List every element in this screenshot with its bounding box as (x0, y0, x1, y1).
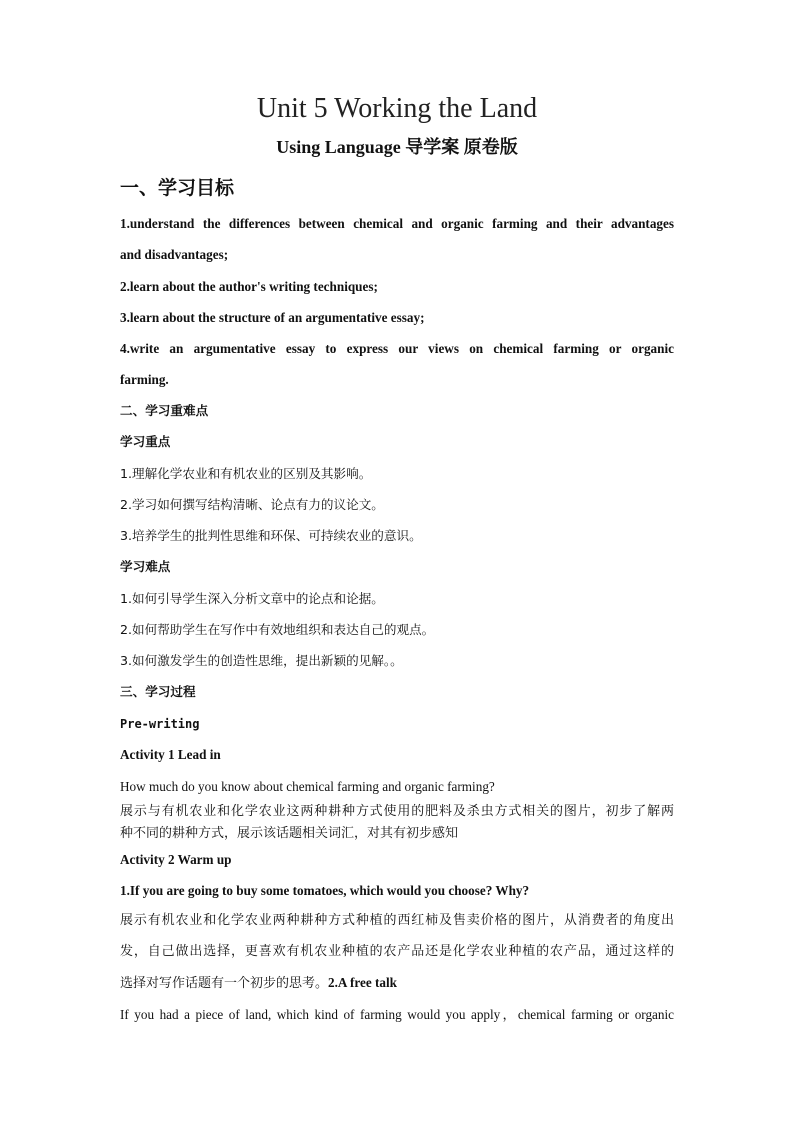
key-point-1: 1.理解化学农业和有机农业的区别及其影响。 (120, 466, 372, 481)
activity1-desc-line-1: 展示与有机农业和化学农业这两种耕种方式使用的肥料及杀虫方式相关的图片，初步了解两 (120, 804, 674, 819)
difficult-point-3: 3.如何激发学生的创造性思维，提出新颖的见解。。 (120, 653, 403, 668)
difficult-point-1: 1.如何引导学生深入分析文章中的论点和论据。 (120, 591, 384, 606)
key-points-heading: 学习重点 (120, 434, 171, 449)
activity2-heading: Activity 2 Warm up (120, 852, 232, 867)
stage-label: Pre-writing (120, 717, 200, 731)
objective-line-2: and disadvantages; (120, 247, 229, 262)
key-point-3: 3.培养学生的批判性思维和环保、可持续农业的意识。 (120, 528, 422, 543)
activity2-desc-line-3: 选择对写作话题有一个初步的思考。 (120, 976, 329, 991)
activity2-desc-line-1: 展示有机农业和化学农业两种耕种方式种植的西红柿及售卖价格的图片，从消费者的角度出 (120, 913, 674, 928)
difficult-point-2: 2.如何帮助学生在写作中有效地组织和表达自己的观点。 (120, 622, 435, 637)
section1-heading: 一、学习目标 (120, 177, 235, 199)
page-subtitle: Using Language 导学案 原卷版 (276, 137, 518, 157)
section2-heading: 二、学习重难点 (120, 403, 209, 418)
activity1-desc-line-2: 种不同的耕种方式，展示该话题相关词汇，对其有初步感知 (120, 826, 459, 841)
activity2-desc-line-2: 发，自己做出选择，更喜欢有机农业种植的农产品还是化学农业种植的农产品，通过这样的 (120, 944, 674, 959)
objective-line-1: 1.understand the differences between chemical and organic farming and their advantages (120, 216, 674, 231)
objective-line-3: 2.learn about the author's writing techniques; (120, 279, 378, 294)
section3-heading: 三、学习过程 (120, 684, 196, 699)
page-title: Unit 5 Working the Land (256, 93, 538, 124)
activity1-heading: Activity 1 Lead in (120, 747, 221, 762)
activity2-desc-line-3-wrap (120, 974, 397, 993)
activity2-question-2-label: 2.A free talk (328, 975, 397, 990)
activity2-question-2-text: If you had a piece of land, which kind of farming would you apply，chemical farming or organic (120, 1007, 674, 1022)
objective-line-5: 4.write an argumentative essay to express our views on chemical farming or organic (120, 341, 674, 356)
objective-line-4: 3.learn about the structure of an argumentative essay; (120, 310, 425, 325)
objective-line-6: farming. (120, 372, 169, 387)
difficult-points-heading: 学习难点 (120, 559, 171, 574)
activity2-question-1: 1.If you are going to buy some tomatoes, which would you choose? Why? (120, 883, 530, 898)
activity1-question: How much do you know about chemical farming and organic farming? (120, 779, 495, 794)
key-point-2: 2.学习如何撰写结构清晰、论点有力的议论文。 (120, 497, 384, 512)
